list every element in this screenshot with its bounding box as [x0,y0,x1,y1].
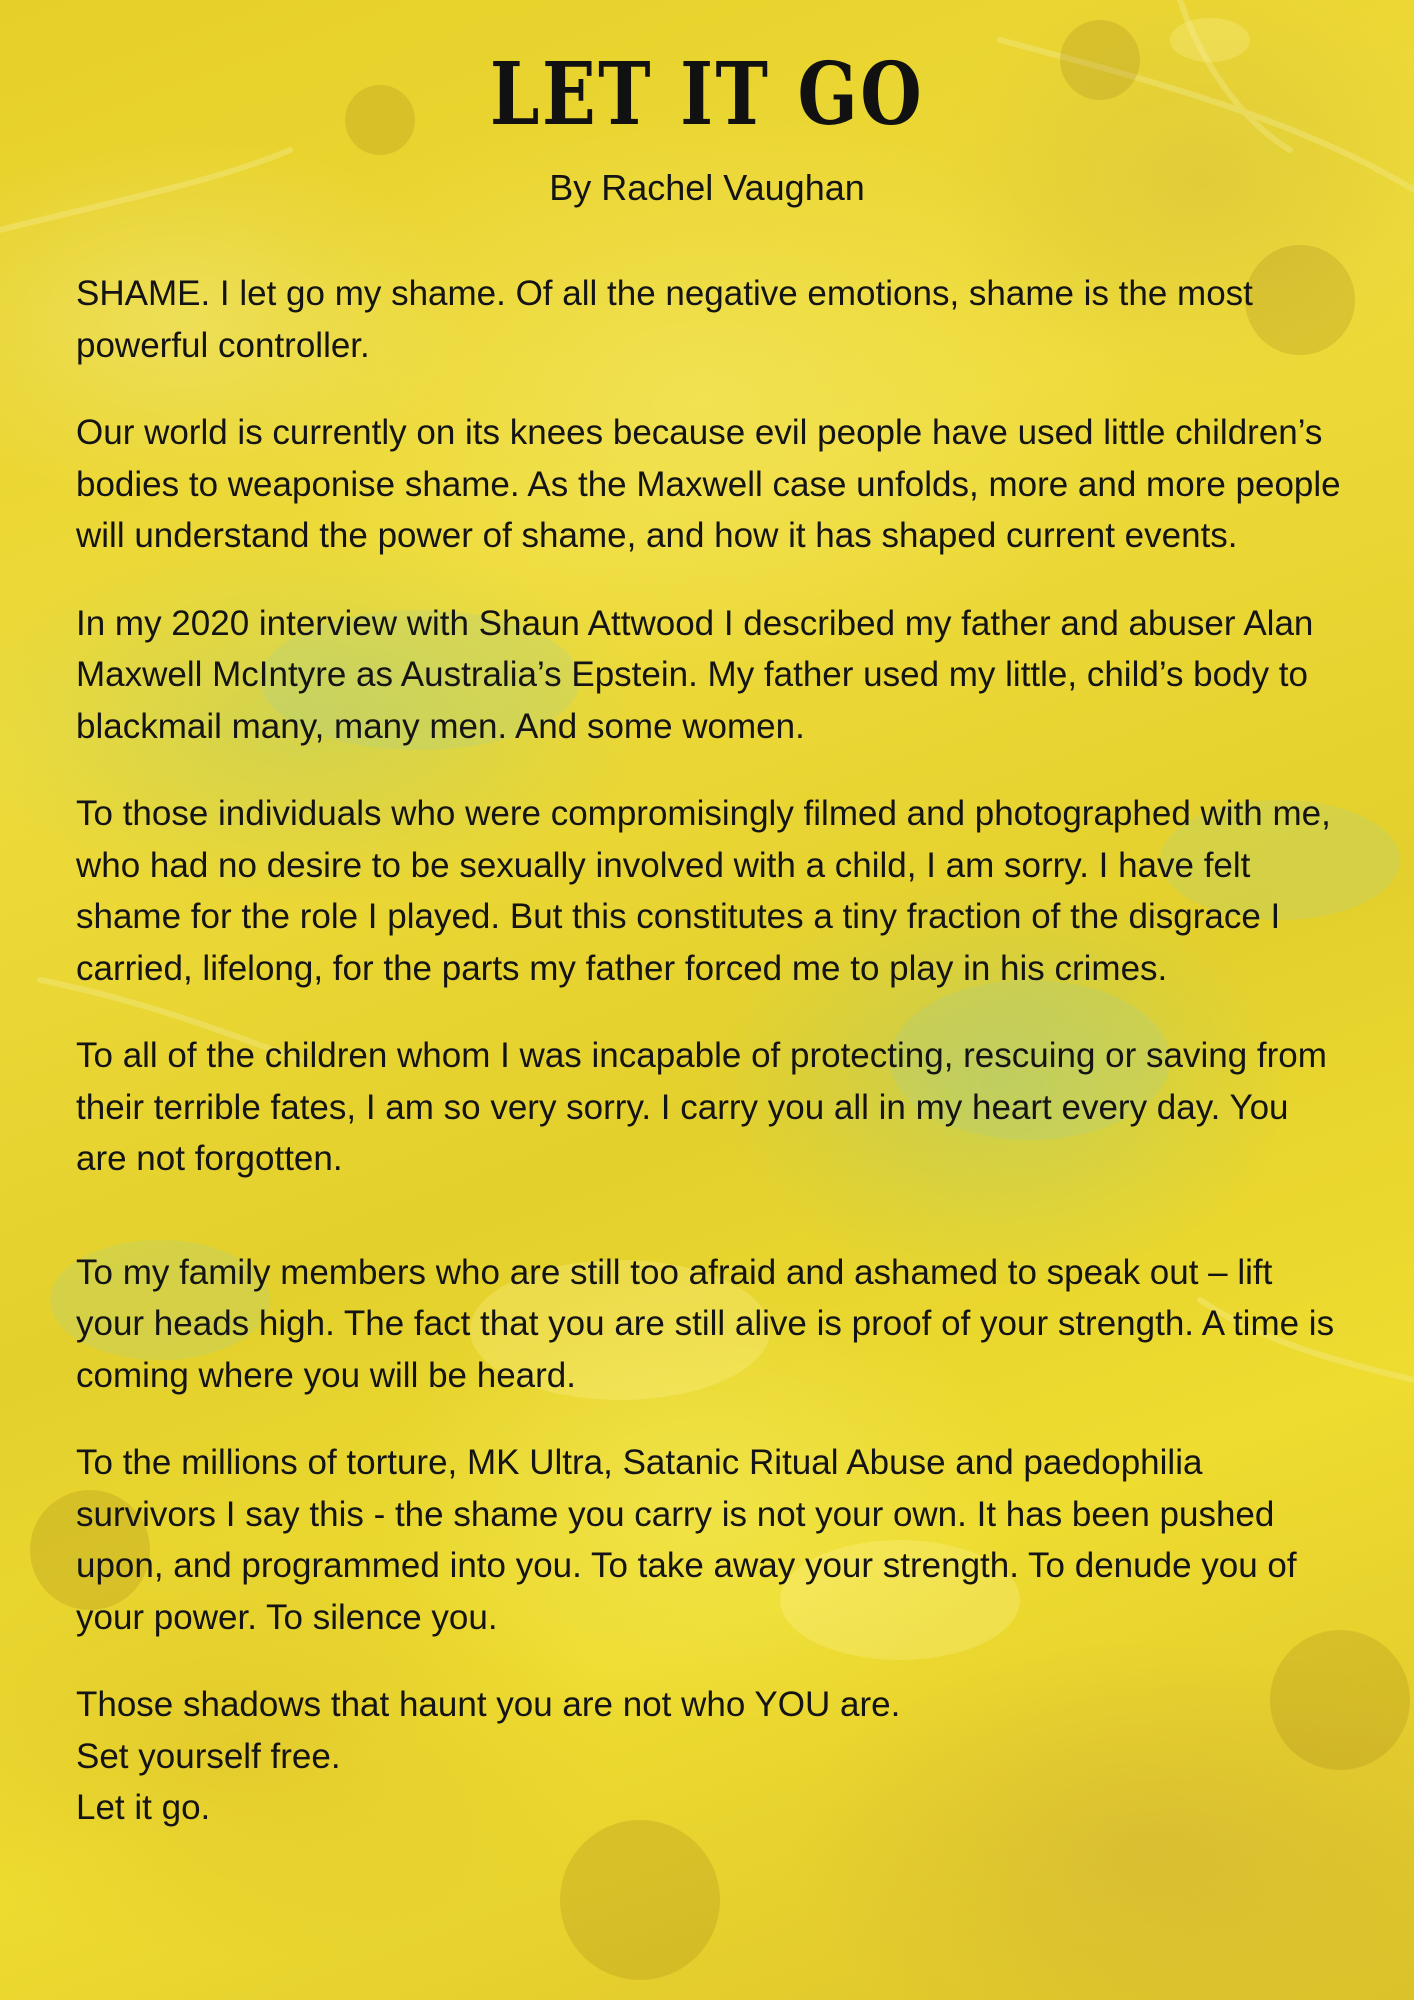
paragraph-interview: In my 2020 interview with Shaun Attwood I described my father and abuser Alan Maxwell McIntyre as Australia’s Epstein. My father used my little, child’s body to blackmail many, many men. And some women. [76,603,1314,746]
poster-body [76,268,1346,1870]
closing-line-let-go: Let it go. [76,1788,211,1827]
paragraph-shame: SHAME. I let go my shame. Of all the negative emotions, shame is the most powerful controller. [76,274,1253,365]
paragraph-world: Our world is currently on its knees because evil people have used little children’s bodies to weaponise shame. As the Maxwell case unfolds, more and more people will understand the power of shame, and how it has shaped current events. [76,413,1341,555]
closing-line-free: Set yourself free. [76,1736,341,1776]
paragraph-apology-children: To all of the children whom I was incapable of protecting, rescuing or saving from their terrible fates, I am so very sorry. I carry you all in my heart every day. You are not forgotten. [76,1036,1327,1178]
author-byline: By Rachel Vaughan [549,167,865,208]
closing-line-shadows: Those shadows that haunt you are not who YOU are. [76,1685,901,1724]
paragraph-family: To my family members who are still too afraid and ashamed to speak out – lift your heads high. The fact that you are still alive is proof of your strength. A time is coming where you will be heard. [76,1252,1335,1395]
poster-title: LET IT GO [489,44,925,145]
paragraph-apology-individuals: To those individuals who were compromisingly filmed and photographed with me, who had no desire to be sexually involved with a child, I am sorry. I have felt shame for the role I played. But this constitutes a tiny fraction of the disgrace I carried, lifelong, for the parts my father forced me to play in his crimes. [76,794,1331,988]
closing-lines [76,1679,1346,1834]
paragraph-survivors: To the millions of torture, MK Ultra, Satanic Ritual Abuse and paedophilia survivors I say this - the shame you carry is not your own. It has been pushed upon, and programmed into you. To take away your strength. To denude you of your power. To silence you. [76,1443,1297,1637]
